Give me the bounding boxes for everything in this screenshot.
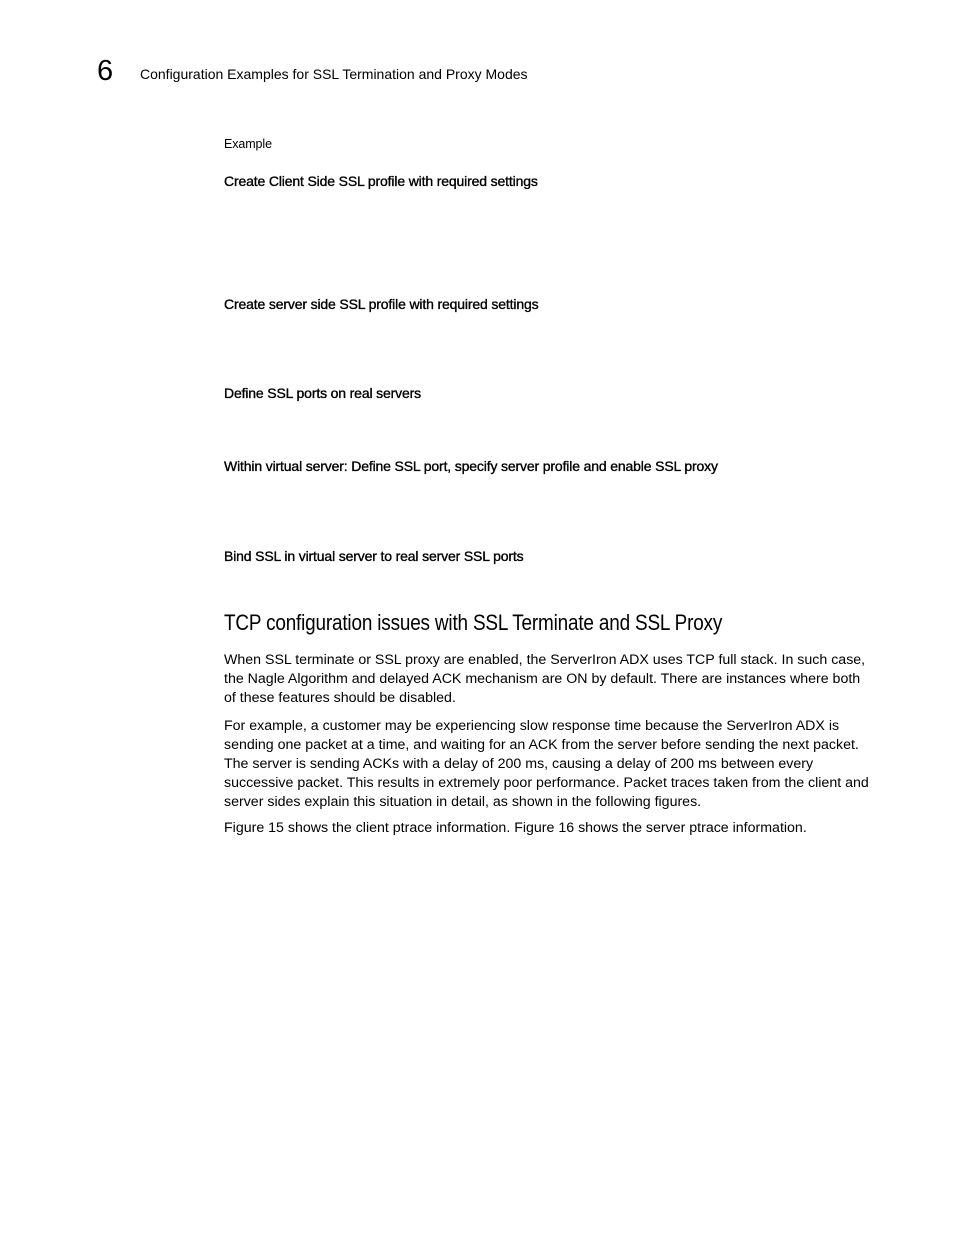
- step-bind-ssl: Bind SSL in virtual server to real server SSL ports: [224, 548, 524, 564]
- section-heading: TCP configuration issues with SSL Terminate and SSL Proxy: [224, 610, 723, 635]
- running-header-title: Configuration Examples for SSL Termination and Proxy Modes: [140, 66, 528, 82]
- step-create-server-ssl-profile: Create server side SSL profile with required settings: [224, 296, 539, 312]
- example-label: Example: [224, 137, 272, 151]
- step-define-ssl-ports: Define SSL ports on real servers: [224, 385, 421, 401]
- chapter-number: 6: [97, 55, 114, 87]
- paragraph-figures: Figure 15 shows the client ptrace information. Figure 16 shows the server ptrace information.: [224, 820, 807, 836]
- step-virtual-server-ssl-port: Within virtual server: Define SSL port, specify server profile and enable SSL proxy: [224, 458, 718, 474]
- step-create-client-ssl-profile: Create Client Side SSL profile with required settings: [224, 173, 538, 189]
- paragraph-intro: When SSL terminate or SSL proxy are enabled, the ServerIron ADX uses TCP full stack. In such case, the Nagle Algorithm and delayed ACK mechanism are ON by default. There are instances where both of these features should be disabled.: [224, 652, 866, 706]
- paragraph-example: For example, a customer may be experiencing slow response time because the ServerIron ADX is sending one packet at a time, and waiting for an ACK from the server before sending the next packet. The server is sending ACKs with a delay of 200 ms, causing a delay of 200 ms between every successive packet. This results in extremely poor performance. Packet traces taken from the client and server sides explain this situation in detail, as shown in the following figures.: [224, 718, 869, 810]
